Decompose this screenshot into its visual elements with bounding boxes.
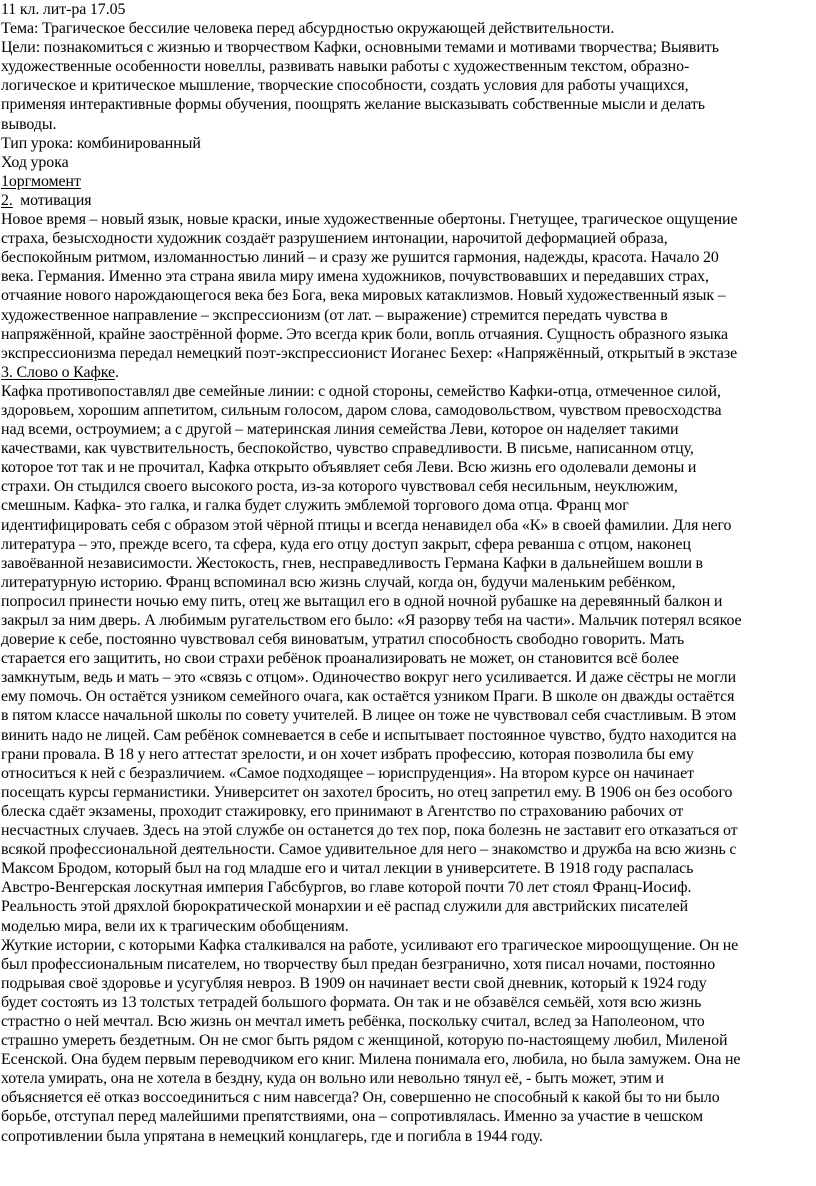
text-line: объясняется её отказ воссоединиться с ним навсегда? Он, совершенно не способный к какой бы то ни было bbox=[1, 1089, 720, 1107]
kafka-biography-paragraph bbox=[1, 382, 813, 936]
text-line: напряжённой, крайне заострённой форме. Это всегда крик боли, вопль отчаяния. Сущность образного языка bbox=[1, 325, 729, 343]
text-line: страстно о ней мечтал. Всю жизнь он мечтал иметь ребёнка, поскольку считал, вслед за Наполеоном, что bbox=[1, 1012, 705, 1030]
text-line: Жуткие истории, с которыми Кафка сталкивался на работе, усиливают его трагическое мироощущение. Он не bbox=[1, 936, 739, 954]
step-2-number: 2. bbox=[1, 191, 13, 209]
step-1-label: 1оргмомент bbox=[1, 172, 81, 190]
text-line: завоёванной независимости. Жестокость, гнев, несправедливость Германа Кафки в дальнейшем вошли в bbox=[1, 554, 703, 572]
text-line: идентифицировать себя с образом этой чёрной птицы и всегда ненавидел оба «К» в своей фамилии. Для него bbox=[1, 516, 732, 534]
text-line: над всеми, остроумием; а с другой – материнская линия семейства Леви, которое он наделяет такими bbox=[1, 421, 679, 439]
text-line: отчаяние нового нарождающегося века без Бога, века мировых катаклизмов. Новый художественный язык – bbox=[1, 287, 726, 305]
text-line: здоровьем, хорошим аппетитом, сильным голосом, даром слова, самодовольством, чувством превосходства bbox=[1, 401, 722, 419]
text-line: художественные особенности новеллы, развивать навыки работы с художественным текстом, образно- bbox=[1, 58, 690, 76]
text-line: Кафка противопоставлял две семейные линии: с одной стороны, семейство Кафки-отца, отмеченное силой, bbox=[1, 382, 721, 400]
text-line: попросил принести ночью ему пить, отец же вытащил его в одной ночной рубашке на деревянный балкон и bbox=[1, 592, 723, 610]
text-line: Австро-Венгерская лоскутная империя Габсбургов, во главе которой почти 70 лет стоял Франц-Иосиф. bbox=[1, 879, 692, 897]
text-line: борьбе, отступал перед малейшими препятствиями, она – сопротивлялась. Именно за участие в чешском bbox=[1, 1108, 703, 1126]
grade-date-line: 11 кл. лит-ра 17.05 bbox=[1, 1, 126, 18]
step-motivation bbox=[1, 191, 813, 210]
text-line: закрыл за ним дверь. А любимым ругательством его было: «Я разорву тебя на части». Мальчик потерял всякое bbox=[1, 612, 742, 629]
motivation-paragraph bbox=[1, 210, 813, 363]
text-line: несчастных случаев. Здесь на этой службе он останется до тех пор, пока болезнь не заставит его отказаться от bbox=[1, 822, 738, 840]
step-organizational-moment bbox=[1, 172, 813, 191]
text-line: Есенской. Она будем первым переводчиком его книг. Милена понимала его, любила, но была замужем. Она не bbox=[1, 1051, 741, 1069]
lesson-flow-heading: Ход урока bbox=[1, 153, 69, 171]
text-line: страха, безысходности художник создаёт разрушением интонации, нарочитой деформацией образа, bbox=[1, 230, 668, 248]
text-line: Максом Бродом, который был на год младше его и читал лекции в университете. В 1918 году распалась bbox=[1, 860, 694, 878]
text-line: сопротивлении была упрятана в немецкий концлагерь, где и погибла в 1944 году. bbox=[1, 1127, 543, 1145]
text-line: которое тот так и не прочитал, Кафка открыто объявляет себя Леви. Всю жизнь его одолевали демоны и bbox=[1, 459, 697, 477]
text-line: смешным. Кафка- это галка, и галка будет служить эмблемой торгового дома отца. Франц мог bbox=[1, 497, 629, 515]
text-line: логическое и критическое мышление, творческие способности, создать условия для работы учащихся, bbox=[1, 77, 689, 95]
text-line: был профессиональным писателем, но творчеству был предан безгранично, хотя писал ночами, постоянно bbox=[1, 955, 716, 973]
text-line: ему помочь. Он остаётся узником семейного очага, как остаётся узником Праги. В школе он дважды остаётся bbox=[1, 688, 735, 706]
text-line: художественное направление – экспрессионизм (от лат. – выражение) стремится передать чувства в bbox=[1, 306, 668, 324]
text-line: Новое время – новый язык, новые краски, иные художественные обертоны. Гнетущее, трагическое ощущение bbox=[1, 211, 738, 229]
text-line: беспокойным ритмом, изломанностью линий – и сразу же рушится гармония, надежды, красота. Начало 20 bbox=[1, 249, 719, 267]
text-line: века. Германия. Именно эта страна явила миру имена художников, почувствовавших и передавших страх, bbox=[1, 268, 709, 286]
lesson-type: Тип урока: комбинированный bbox=[1, 134, 201, 152]
text-line: страхи. Он стыдился своего высокого роста, из-за которого чувствовал себя несильным, неуклюжим, bbox=[1, 478, 678, 496]
text-line: Цели: познакомиться с жизнью и творчеством Кафки, основными темами и мотивами творчества; Выявить bbox=[1, 39, 719, 57]
text-line: посещать курсы германистики. Университет он захотел бросить, но отец запретил ему. В 1906 он без особого bbox=[1, 783, 733, 801]
text-line: старается его защитить, но свои страхи ребёнок проанализировать не может, он становится всё более bbox=[1, 650, 679, 668]
text-line: доверие к себе, постоянно чувствовал себя виноватым, утратил способность свободно говорить. Мать bbox=[1, 631, 685, 649]
step-3-dot: . bbox=[115, 363, 119, 381]
text-line: литературную историю. Франц вспоминал всю жизнь случай, когда он, будучи маленьким ребёнком, bbox=[1, 573, 676, 591]
text-line: применяя интерактивные формы обучения, поощрять желание высказывать собственные мысли и делать bbox=[1, 96, 705, 114]
text-line: страшно умереть бездетным. Он не смог быть рядом с женщиной, которую по-настоящему любил, Миленой bbox=[1, 1032, 728, 1050]
text-line: литература – это, прежде всего, та сфера, куда его отцу доступ закрыт, сфера реванша с отцом, наконец bbox=[1, 535, 691, 553]
step-word-about-kafka bbox=[1, 363, 813, 382]
text-line: хотела умирать, она не хотела в бездну, куда он вольно или невольно тянул её, - быть может, этим и bbox=[1, 1070, 665, 1088]
text-line: качествами, как чувствительность, беспокойство, чувство справедливости. В письме, написанном отцу, bbox=[1, 440, 694, 458]
text-line: грани провала. В 18 у него аттестат зрелости, и он хочет избрать профессию, которая позволила бы ему bbox=[1, 745, 694, 763]
text-line: моделью мира, вели их к трагическим обобщениям. bbox=[1, 917, 349, 935]
text-line: будет состоять из 13 толстых тетрадей большого формата. Он так и не обзавёлся семьёй, хотя всю жизнь bbox=[1, 993, 702, 1011]
text-line: Реальность этой дряхлой бюрократической монархии и её распад служили для австрийских писателей bbox=[1, 898, 689, 916]
text-line: относиться к ней с безразличием. «Самое подходящее – юриспруденция». На втором курсе он начинает bbox=[1, 764, 695, 782]
text-line: замкнутым, ведь и мать – это «связь с отцом». Одиночество вокруг него усиливается. И даже сёстры не могли bbox=[1, 669, 737, 687]
step-2-label: мотивация bbox=[12, 191, 92, 209]
text-line: всякой профессиональной деятельности. Самое удивительное для него – знакомство и дружба на всю жизнь с bbox=[1, 841, 737, 859]
text-line: блеска сдаёт экзамены, проходит стажировку, его принимают в Агентство по страхованию рабочих от bbox=[1, 802, 684, 820]
lesson-topic: Тема: Трагическое бессилие человека перед абсурдностью окружающей действительности. bbox=[1, 20, 615, 38]
text-line: винить надо не лицей. Сам ребёнок сомневается в себе и испытывает постоянное чувство, будто находится на bbox=[1, 726, 737, 744]
text-line: экспрессионизма передал немецкий поэт-экспрессионист Иоганес Бехер: «Напряжённый, открытый в экстазе bbox=[1, 344, 738, 362]
lesson-goals bbox=[1, 38, 813, 133]
text-line: подрывая своё здоровье и усугубляя невроз. В 1909 он начинает вести свой дневник, который к 1924 году bbox=[1, 974, 707, 992]
step-3-label: 3. Слово о Кафке bbox=[1, 363, 116, 381]
kafka-stories-paragraph bbox=[1, 936, 813, 1146]
text-line: выводы. bbox=[1, 115, 57, 133]
text-line: в пятом классе начальной школы по совету учителей. В лицее он тоже не чувствовал себя счастливым. В этом bbox=[1, 707, 737, 725]
